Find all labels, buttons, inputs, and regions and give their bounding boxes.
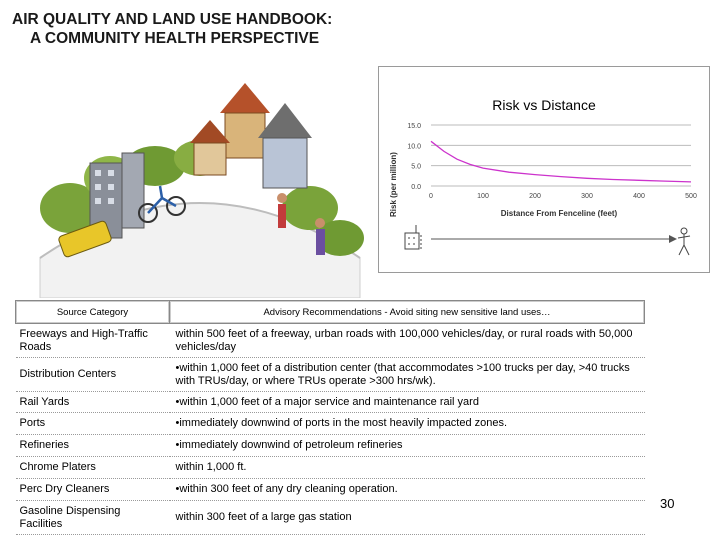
risk-distance-chart xyxy=(378,66,710,273)
x-axis-label: Distance From Fenceline (feet) xyxy=(500,209,618,218)
row-category: Distribution Centers xyxy=(16,358,170,392)
x-tick-label: 0 xyxy=(429,193,433,200)
row-recommendation: within 500 feet of a freeway, urban roads with 100,000 vehicles/day, or rural roads with 50,000 vehicles/day xyxy=(170,324,645,358)
y-tick-label: 5.0 xyxy=(411,163,421,171)
table-header-row xyxy=(16,301,645,324)
row-category: Rail Yards xyxy=(16,392,170,413)
y-tick-label: 10.0 xyxy=(407,143,421,151)
row-recommendation: within 1,000 ft. xyxy=(170,457,645,479)
header-advisory-recommendations: Advisory Recommendations - Avoid siting new sensitive land uses… xyxy=(170,301,645,324)
y-axis-label: Risk (per million) xyxy=(389,152,398,217)
table-row xyxy=(16,392,645,413)
x-tick-label: 400 xyxy=(633,193,645,200)
x-tick-label: 500 xyxy=(685,193,697,200)
table-row xyxy=(16,324,645,358)
y-tick-label: 0.0 xyxy=(411,184,421,191)
chart-title: Risk vs Distance xyxy=(492,97,596,113)
table-row xyxy=(16,457,645,479)
community-illustration xyxy=(30,58,375,298)
table-row xyxy=(16,413,645,435)
row-category: Refineries xyxy=(16,435,170,457)
table-row xyxy=(16,479,645,501)
row-recommendation: within 300 feet of a large gas station xyxy=(170,501,645,535)
header-source-category: Source Category xyxy=(16,301,170,324)
title-line-1: AIR QUALITY AND LAND USE HANDBOOK: xyxy=(12,11,333,28)
page-number: 30 xyxy=(660,496,675,511)
person-icon xyxy=(678,228,690,255)
row-category: Ports xyxy=(16,413,170,435)
advisory-table xyxy=(15,300,645,535)
building-icon xyxy=(405,225,421,249)
row-category: Perc Dry Cleaners xyxy=(16,479,170,501)
arrow-head-icon xyxy=(669,235,677,243)
row-category: Freeways and High-Traffic Roads xyxy=(16,324,170,358)
x-tick-label: 100 xyxy=(477,193,489,200)
table-row xyxy=(16,501,645,535)
chart-plot xyxy=(379,67,709,272)
x-tick-label: 200 xyxy=(529,193,541,200)
x-tick-label: 300 xyxy=(581,193,593,200)
table-row xyxy=(16,435,645,457)
row-recommendation: •immediately downwind of ports in the most heavily impacted zones. xyxy=(170,413,645,435)
title-line-2: A COMMUNITY HEALTH PERSPECTIVE xyxy=(30,30,320,47)
row-recommendation: •within 1,000 feet of a distribution center (that accommodates >100 trucks per day, >40 trucks with TRUs/day, or where TRUs operate >300 hrs/wk). xyxy=(170,358,645,392)
row-recommendation: •immediately downwind of petroleum refineries xyxy=(170,435,645,457)
page-title xyxy=(12,10,332,48)
table-row xyxy=(16,358,645,392)
row-category: Chrome Platers xyxy=(16,457,170,479)
row-recommendation: •within 300 feet of any dry cleaning operation. xyxy=(170,479,645,501)
y-tick-label: 15.0 xyxy=(407,123,421,130)
risk-curve-line xyxy=(431,141,691,182)
row-category: Gasoline Dispensing Facilities xyxy=(16,501,170,535)
row-recommendation: •within 1,000 feet of a major service and maintenance rail yard xyxy=(170,392,645,413)
